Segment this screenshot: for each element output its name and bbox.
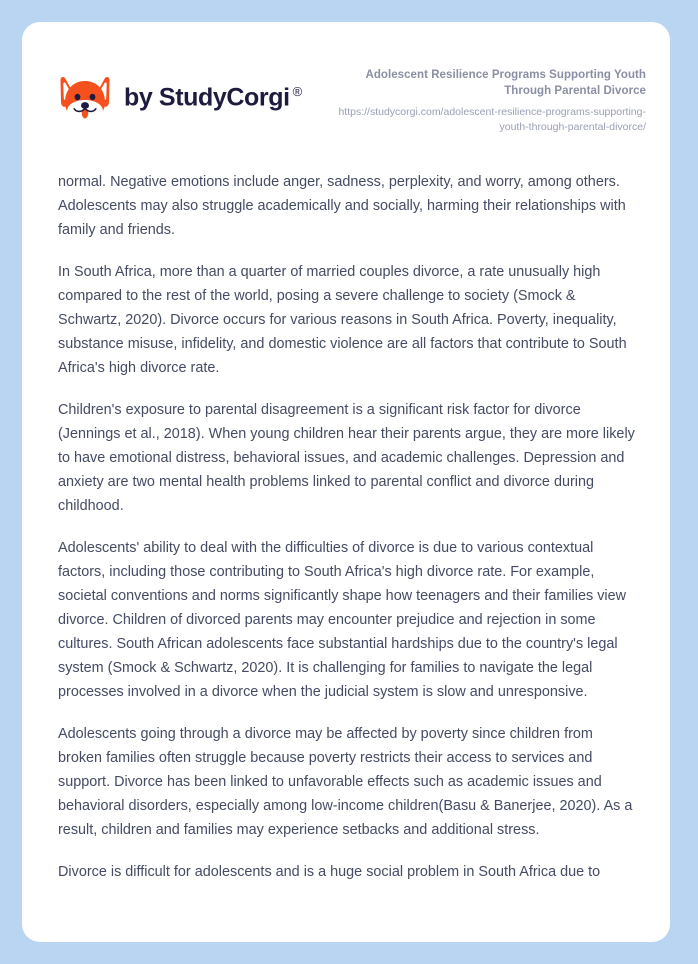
- body-paragraph: In South Africa, more than a quarter of married couples divorce, a rate unusually high compared to the rest of the world, posing a severe challenge to society (Smock & Schwartz, 2020). Divorce occurs for various reasons in South Africa. Poverty, inequality, substance misuse, infidelity, and domestic violence are all factors that contribute to South Africa's high divorce rate.: [58, 264, 627, 377]
- studycorgi-brand[interactable]: [58, 64, 302, 124]
- body-paragraph: Adolescents going through a divorce may be affected by poverty since children from broken families often struggle because poverty restricts their access to services and support. Divorce has been linked to unfavorable effects such as academic issues and behavioral disorders, especially among low-income children(Basu & Banerjee, 2020). As a result, children and families may experience setbacks and additional stress.: [58, 726, 633, 839]
- body-paragraph: normal. Negative emotions include anger, sadness, perplexity, and worry, among others. Adolescents may also struggle academically and socially, harming their relationships with family and friends.: [58, 174, 626, 239]
- body-paragraph: Children's exposure to parental disagreement is a significant risk factor for divorce (Jennings et al., 2018). When young children hear their parents argue, they are more likely to have emotional distress, behavioral issues, and academic challenges. Depression and anxiety are two mental health problems linked to parental conflict and divorce during childhood.: [58, 402, 635, 515]
- document-meta: [336, 64, 646, 134]
- body-paragraph: Divorce is difficult for adolescents and is a huge social problem in South Africa due to: [58, 864, 601, 881]
- document-title: Adolescent Resilience Programs Supporting Youth Through Parental Divorce: [365, 69, 646, 97]
- document-source-url[interactable]: https://studycorgi.com/adolescent-resilience-programs-supporting-youth-through-parental-divorce/: [338, 106, 646, 133]
- document-header: [22, 22, 670, 134]
- corgi-head-icon: [58, 72, 112, 124]
- registered-trademark-icon: ®: [292, 84, 302, 100]
- document-body: [22, 134, 670, 884]
- brand-name-text: by StudyCorgi: [124, 83, 290, 112]
- document-page-card: [22, 22, 670, 942]
- body-paragraph: Adolescents' ability to deal with the difficulties of divorce is due to various contextual factors, including those contributing to South Africa's high divorce rate. For example, societal conventions and norms significantly shape how teenagers and their families view divorce. Children of divorced parents may encounter prejudice and rejection in some cultures. South African adolescents face substantial hardships due to the country's legal system (Smock & Schwartz, 2020). It is challenging for families to navigate the legal processes involved in a divorce when the judicial system is slow and unresponsive.: [58, 540, 627, 701]
- brand-wordmark: [124, 85, 302, 110]
